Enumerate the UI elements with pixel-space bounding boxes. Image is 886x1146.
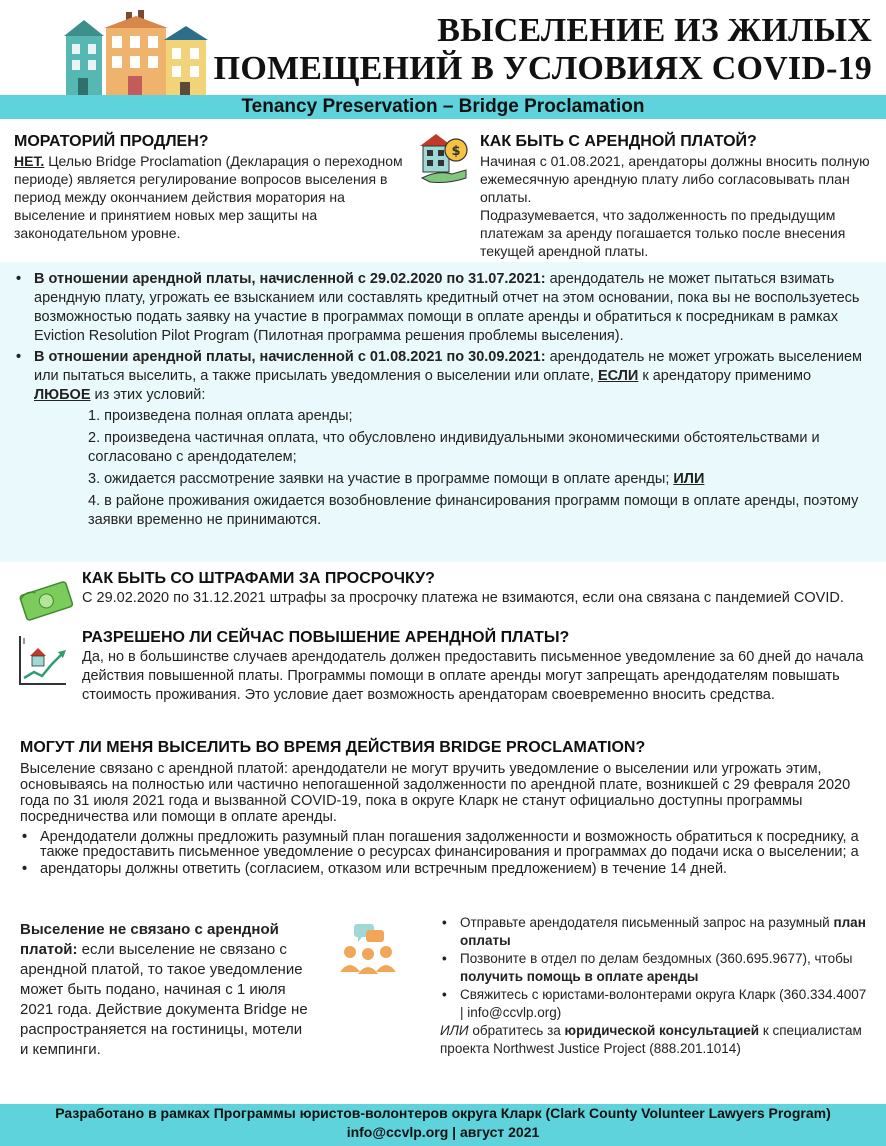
footer-line-2: info@ccvlp.org | август 2021 bbox=[346, 1124, 540, 1140]
action-tail-text-1: обратитесь за bbox=[468, 1023, 565, 1038]
non-rent-text: если выселение не связано с арендной платой, то такое уведомление может быть подано, начиная с 1 июля 2021 года. Действие документа Bridge не распространяется на гостиницы, мотели и кемпинги. bbox=[20, 941, 308, 1058]
period-2-bullet bbox=[14, 348, 870, 405]
late-fees-heading: КАК БЫТЬ СО ШТРАФАМИ ЗА ПРОСРОЧКУ? bbox=[82, 570, 435, 587]
page-title bbox=[214, 12, 872, 88]
eviction-text: Выселение связано с арендной платой: арендодатели не могут вручить уведомление о выселении или угрожать этим, основываясь на полностью или частично непогашенной задолженности по арендной плате, возникшей с 29 февраля 2020 года по 31 июля 2021 года и вызванной COVID-19, пока в округе Кларк не станут официально доступны программы посредничества или помощи в оплате аренды. bbox=[20, 761, 851, 825]
action-2-bold: получить помощь в оплате аренды bbox=[460, 968, 699, 984]
house-money-icon bbox=[418, 130, 470, 186]
moratorium-answer: НЕТ. bbox=[14, 153, 45, 169]
growth-chart-icon bbox=[16, 634, 68, 688]
subtitle: Tenancy Preservation – Bridge Proclamation bbox=[241, 96, 645, 117]
condition-item-1: 1. произведена полная оплата аренды; bbox=[88, 408, 353, 424]
condition-item-3 bbox=[88, 470, 870, 489]
header bbox=[0, 0, 886, 96]
late-fees-text: С 29.02.2020 по 31.12.2021 штрафы за просрочку платежа не взимаются, если она связана с пандемией COVID. bbox=[82, 590, 844, 606]
title-line-2: ПОМЕЩЕНИЙ В УСЛОВИЯХ COVID-19 bbox=[213, 50, 872, 87]
moratorium-section bbox=[14, 132, 406, 242]
action-item-1 bbox=[440, 914, 870, 949]
action-tail-bold: юридической консультацией bbox=[564, 1023, 760, 1038]
moratorium-body: Целью Bridge Proclamation (Декларация о переходном периоде) является регулирование вопросов выселения в период между окончанием действия моратория на выселение и принятием новых мер защиты на законодательном уровне. bbox=[14, 153, 403, 241]
rent-text-2: Подразумевается, что задолженность по предыдущим платежам за аренду погашается только после внесения текущей арендной платы. bbox=[480, 207, 846, 259]
action-item-2 bbox=[440, 950, 870, 985]
period-2-text: арендодатель не может угрожать выселением или пытаться выселить, а также присылать уведомления о выселении или оплате, bbox=[34, 349, 863, 384]
moratorium-text bbox=[14, 152, 406, 242]
rent-section bbox=[480, 132, 880, 260]
action-tail-text-2: к специалистам проекта Northwest Justice Project (888.201.1014) bbox=[440, 1023, 862, 1056]
footer-line-1: Разработано в рамках Программы юристов-волонтеров округа Кларк (Clark County Volunteer Lawyers Program) bbox=[55, 1105, 831, 1121]
non-rent-heading: Выселение не связано с арендной платой: bbox=[20, 921, 279, 958]
condition-item-3-text: 3. ожидается рассмотрение заявки на участие в программе помощи в оплате аренды; bbox=[88, 471, 674, 487]
rent-heading: КАК БЫТЬ С АРЕНДНОЙ ПЛАТОЙ? bbox=[480, 133, 757, 150]
footer bbox=[0, 1104, 886, 1146]
condition-item-4: 4. в районе проживания ожидается возобновление финансирования программ помощи в оплате аренды, поэтому заявки временно не принимаются. bbox=[88, 493, 859, 528]
period-1-bullet bbox=[14, 270, 870, 346]
any-emphasis: ЛЮБОЕ bbox=[34, 387, 91, 403]
conditions-list bbox=[88, 407, 870, 530]
action-tail bbox=[440, 1022, 870, 1057]
periods-section bbox=[14, 270, 870, 533]
svg-text:$: $ bbox=[451, 144, 461, 159]
title-line-1: ВЫСЕЛЕНИЕ ИЗ ЖИЛЫХ bbox=[437, 12, 872, 49]
eviction-heading: МОГУТ ЛИ МЕНЯ ВЫСЕЛИТЬ ВО ВРЕМЯ ДЕЙСТВИЯ BRIDGE PROCLAMATION? bbox=[20, 739, 646, 756]
period-2-end: из этих условий: bbox=[90, 387, 206, 403]
eviction-bullets bbox=[20, 830, 870, 879]
if-emphasis: ЕСЛИ bbox=[597, 368, 639, 384]
moratorium-heading: МОРАТОРИЙ ПРОДЛЕН? bbox=[14, 133, 209, 150]
period-1-heading: В отношении арендной платы, начисленной с 29.02.2020 по 31.07.2021: bbox=[34, 271, 546, 287]
actions-section bbox=[440, 914, 870, 1057]
period-1-text: арендодатель не может пытаться взимать арендную плату, угрожать ее взысканием или составлять кредитный отчет на этом основании, пока вы не воспользуетесь возможностью подать заявку на участие в программах помощи в оплате аренды и обратиться к посредникам в рамках Eviction Resolution Pilot Program (Пилотная программа решения проблемы выселения). bbox=[34, 271, 860, 344]
rent-text-1: Начиная с 01.08.2021, арендаторы должны вносить полную ежемесячную арендную плату либо согласовывать план оплаты. bbox=[480, 153, 870, 205]
condition-item-2: 2. произведена частичная оплата, что обусловлено индивидуальными экономическими обстоятельствами и согласовано с арендодателем; bbox=[88, 430, 820, 465]
eviction-bullet-2: • арендаторы должны ответить (согласием, отказом или встречным предложением) в течение 14 дней. bbox=[20, 862, 870, 877]
late-fees-section bbox=[82, 569, 872, 607]
people-consultation-icon bbox=[338, 922, 398, 976]
action-item-3: • Свяжитесь с юристами-волонтерами округа Кларк (360.334.4007 | info@ccvlp.org) bbox=[440, 986, 870, 1021]
houses-illustration-icon bbox=[60, 6, 210, 96]
action-1-text: Отправьте арендодателя письменный запрос на разумный bbox=[460, 915, 834, 930]
or-emphasis: ИЛИ bbox=[673, 471, 705, 487]
action-tail-or: ИЛИ bbox=[440, 1023, 469, 1038]
action-2-text: Позвоните в отдел по делам бездомных (360.695.9677), чтобы bbox=[460, 951, 853, 966]
eviction-bullet-1: • Арендодатели должны предложить разумный план погашения задолженности и возможность обратиться к посреднику, а также предоставить письменное уведомление о ресурсах финансирования и программах до подачи иска о выселении; а bbox=[20, 830, 870, 860]
period-2-heading: В отношении арендной платы, начисленной с 01.08.2021 по 30.09.2021: bbox=[34, 349, 546, 365]
rent-increase-text: Да, но в большинстве случаев арендодатель должен предоставить письменное уведомление за 60 дней до начала действия повышенной платы. Программы помощи в оплате аренды могут запрещать арендодателям повышать стоимость проживания. Это условие дает возможность арендаторам своевременно вносить средства. bbox=[82, 649, 864, 703]
non-rent-section bbox=[20, 920, 310, 1060]
rent-increase-heading: РАЗРЕШЕНО ЛИ СЕЙЧАС ПОВЫШЕНИЕ АРЕНДНОЙ ПЛАТЫ? bbox=[82, 629, 570, 646]
period-2-mid: к арендатору применимо bbox=[638, 368, 812, 384]
money-icon bbox=[16, 574, 76, 626]
action-1-bold: план оплаты bbox=[460, 915, 866, 948]
rent-increase-section bbox=[82, 628, 872, 705]
subtitle-bar bbox=[0, 95, 886, 119]
